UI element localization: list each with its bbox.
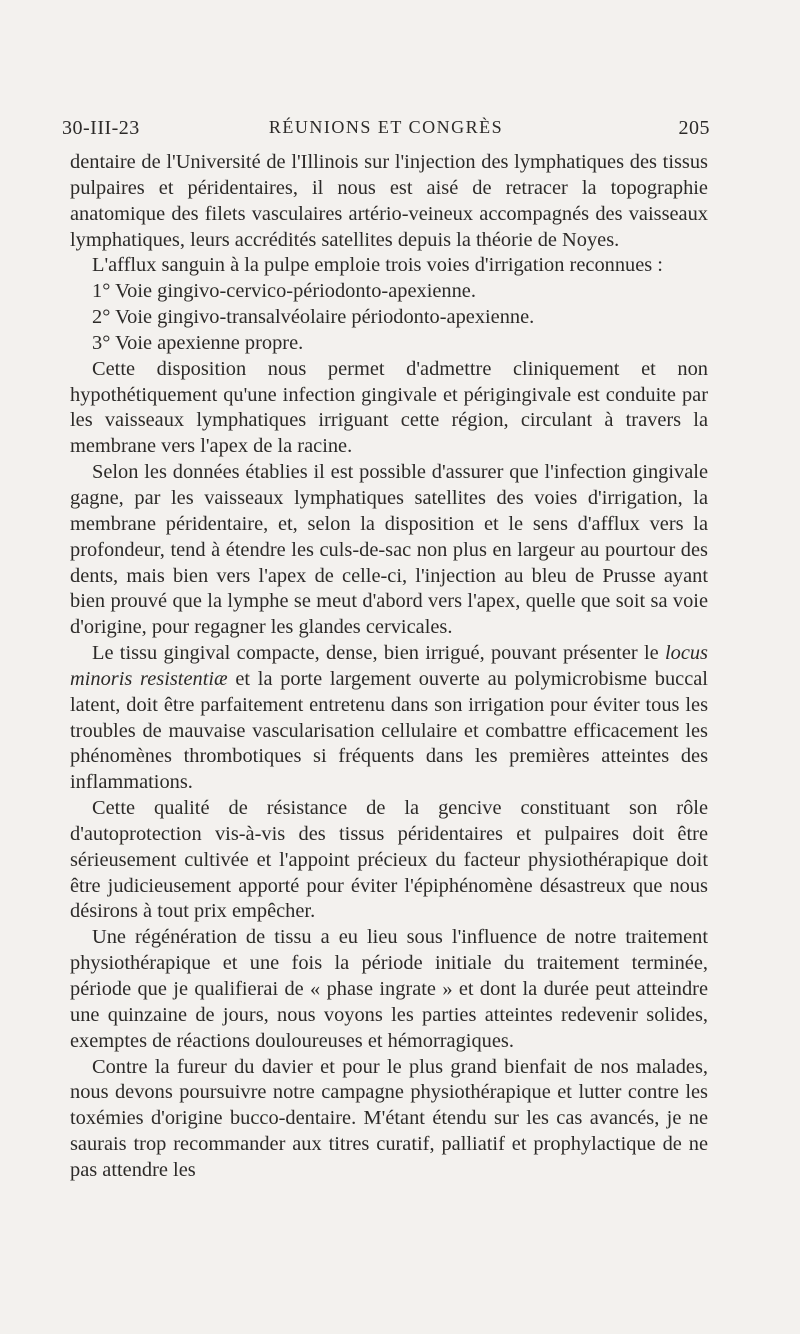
list-item-2: 2° Voie gingivo-transalvéolaire périodonto-apexienne. (92, 306, 535, 329)
body-text (70, 150, 708, 1184)
list-item-3: 3° Voie apexienne propre. (92, 331, 304, 354)
paragraph-7: Une régénération de tissu a eu lieu sous l'influence de notre traitement physiothérapique et une fois la période initiale du traitement terminée, période que je qualifierai de « phase ingrate » et dont la durée peut atteindre une quinzaine de jours, nous voyons les parties atteintes redevenir solides, exemptes de réactions douloureuses et hémorragiques. (70, 926, 708, 1052)
paragraph-4: Selon les données établies il est possible d'assurer que l'infection gingivale gagne, par les vaisseaux lymphatiques satellites des voies d'irrigation, la membrane péridentaire, et, selon la disposition et le sens d'afflux vers la profondeur, tend à étendre les culs-de-sac non plus en largeur au pourtour des dents, mais bien vers l'apex de celle-ci, l'injection au bleu de Prusse ayant bien prouvé que la lymphe se meut d'abord vers l'apex, quelle que soit sa voie d'origine, pour regagner les glandes cervicales. (70, 461, 708, 639)
paragraph-5-end: et la porte largement ouverte au polymicrobisme buccal latent, doit être parfaitement entretenu dans son irrigation pour éviter tous les troubles de mauvaise vascularisation cellulaire et combattre efficacement les phénomènes thrombotiques si fréquents dans les premières atteintes des inflammations. (70, 667, 708, 794)
paragraph-6: Cette qualité de résistance de la gencive constituant son rôle d'autoprotection vis-à-vis des tissus péridentaires et pulpaires doit être sérieusement cultivée et l'appoint précieux du facteur physiothérapique doit être judicieusement apporté pour éviter l'épiphénomène désastreux que nous désirons à tout prix empêcher. (70, 797, 708, 923)
paragraph-5-start: Le tissu gingival compacte, dense, bien irrigué, pouvant présenter le (92, 642, 665, 665)
header-title: RÉUNIONS ET CONGRÈS (268, 117, 504, 137)
paragraph-2: L'afflux sanguin à la pulpe emploie trois voies d'irrigation reconnues : (92, 254, 663, 277)
paragraph-5 (70, 641, 708, 796)
running-header (62, 117, 710, 145)
paragraph-3: Cette disposition nous permet d'admettre cliniquement et non hypothétiquement qu'une infection gingivale et périgingivale est conduite par les vaisseaux lymphatiques irriguant cette région, circulant à travers la membrane vers l'apex de la racine. (70, 357, 708, 458)
list-item-1: 1° Voie gingivo-cervico-périodonto-apexienne. (92, 280, 476, 303)
page-number: 205 (678, 117, 710, 139)
header-date: 30-III-23 (62, 117, 140, 139)
book-page (62, 0, 710, 1334)
paragraph-1: dentaire de l'Université de l'Illinois sur l'injection des lymphatiques des tissus pulpaires et péridentaires, il nous est aisé de retracer la topographie anatomique des filets vasculaires artério-veineux accompagnés des vaisseaux lymphatiques, leurs accrédités satellites depuis la théorie de Noyes. (70, 151, 708, 251)
paragraph-8: Contre la fureur du davier et pour le plus grand bienfait de nos malades, nous devons poursuivre notre campagne physiothérapique et lutter contre les toxémies d'origine bucco-dentaire. M'étant étendu sur les cas avancés, je ne saurais trop recommander aux titres curatif, palliatif et prophylactique de ne pas attendre les (70, 1055, 708, 1181)
latin-phrase: locus minoris resistentiæ (70, 642, 708, 690)
